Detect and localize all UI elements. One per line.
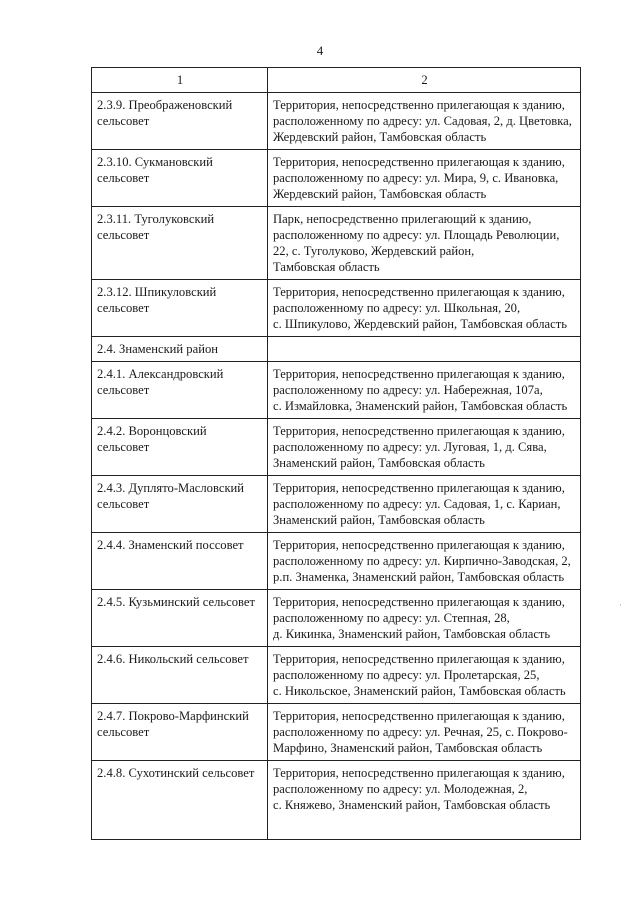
settlement-name: 2.3.12. Шпикуловский сельсовет <box>97 285 217 315</box>
column-header-1: 1 <box>92 68 268 93</box>
location-description-cell <box>268 362 581 419</box>
table-row <box>92 362 581 419</box>
table-row <box>92 419 581 476</box>
settlement-name: 2.4.1. Александровский сельсовет <box>97 367 224 397</box>
table-row <box>92 150 581 207</box>
settlement-name-cell <box>92 647 268 704</box>
table-row <box>92 647 581 704</box>
location-description: Территория, непосредственно прилегающая к зданию, расположенному по адресу: ул. Школьная, 20, с. Шпикулово, Жердевский район, Тамбовская область <box>273 285 567 331</box>
location-description-cell <box>268 337 581 362</box>
location-description: Территория, непосредственно прилегающая к зданию, расположенному по адресу: ул. Молодежная, 2, с. Княжево, Знаменский район, Тамбовская область <box>273 766 565 812</box>
location-description-cell <box>268 419 581 476</box>
table-row <box>92 704 581 761</box>
settlement-name: 2.4.5. Кузьминский сельсовет <box>97 595 255 609</box>
location-description: Территория, непосредственно прилегающая к зданию, расположенному по адресу: ул. Луговая, 1, д. Сява, Знаменский район, Тамбовская область <box>273 424 565 470</box>
location-description-cell <box>268 647 581 704</box>
settlement-name: 2.4.7. Покрово-Марфинский сельсовет <box>97 709 249 739</box>
page-number: 4 <box>316 43 324 58</box>
location-description: Территория, непосредственно прилегающая к зданию, расположенному по адресу: ул. Речная, 25, с. Покрово- Марфино, Знаменский район, Тамбовская область <box>273 709 568 755</box>
table-row <box>92 337 581 362</box>
settlement-name-cell <box>92 533 268 590</box>
settlement-name: 2.3.9. Преображеновский сельсовет <box>97 98 233 128</box>
settlement-name: 2.3.10. Сукмановский сельсовет <box>97 155 213 185</box>
location-description-cell <box>268 150 581 207</box>
table-row <box>92 93 581 150</box>
settlement-name-cell <box>92 704 268 761</box>
location-description: Территория, непосредственно прилегающая к зданию, расположенному по адресу: ул. Степная, 28, д. Кикинка, Знаменский район, Тамбовская область <box>273 595 565 641</box>
location-description-cell <box>268 533 581 590</box>
settlement-name-cell <box>92 362 268 419</box>
settlement-name-cell <box>92 150 268 207</box>
table-body <box>92 68 581 840</box>
location-description: Территория, непосредственно прилегающая к зданию, расположенному по адресу: ул. Садовая, 1, с. Кариан, Знаменский район, Тамбовская область <box>273 481 565 527</box>
location-description-cell <box>268 280 581 337</box>
location-description: Территория, непосредственно прилегающая к зданию, расположенному по адресу: ул. Мира, 9, с. Ивановка, Жердевский район, Тамбовская область <box>273 155 565 201</box>
settlement-name-cell <box>92 93 268 150</box>
settlement-name: 2.4.2. Воронцовский сельсовет <box>97 424 207 454</box>
table-row <box>92 533 581 590</box>
settlement-name: 2.4.8. Сухотинский сельсовет <box>97 766 255 780</box>
settlement-name: 2.4.4. Знаменский поссовет <box>97 538 244 552</box>
location-description-cell <box>268 590 581 647</box>
settlement-name-cell <box>92 761 268 840</box>
location-description-cell <box>268 704 581 761</box>
settlement-name: 2.4. Знаменский район <box>97 342 218 356</box>
table-header-row <box>92 68 581 93</box>
location-description-cell <box>268 761 581 840</box>
scan-mark: · <box>619 600 622 610</box>
settlement-name-cell <box>92 337 268 362</box>
settlement-name-cell <box>92 207 268 280</box>
table-row <box>92 590 581 647</box>
table-row <box>92 280 581 337</box>
location-description: Территория, непосредственно прилегающая к зданию, расположенному по адресу: ул. Садовая, 2, д. Цветовка, Жердевский район, Тамбовская область <box>273 98 572 144</box>
settlement-name: 2.3.11. Туголуковский сельсовет <box>97 212 215 242</box>
location-description: Парк, непосредственно прилегающий к зданию, расположенному по адресу: ул. Площадь Революции, 22, с. Туголуково, Жердевский район, Тамбовская область <box>273 212 560 274</box>
settlement-name-cell <box>92 280 268 337</box>
document-table <box>91 67 581 840</box>
table-row <box>92 476 581 533</box>
location-description-cell <box>268 207 581 280</box>
location-description: Территория, непосредственно прилегающая к зданию, расположенному по адресу: ул. Набережная, 107а, с. Измайловка, Знаменский район, Тамбовская область <box>273 367 568 413</box>
location-description: Территория, непосредственно прилегающая к зданию, расположенному по адресу: ул. Кирпично-Заводская, 2, р.п. Знаменка, Знаменский район, Тамбовская область <box>273 538 571 584</box>
location-description-cell <box>268 93 581 150</box>
location-description-cell <box>268 476 581 533</box>
location-description: Территория, непосредственно прилегающая к зданию, расположенному по адресу: ул. Пролетарская, 25, с. Никольское, Знаменский район, Тамбовская область <box>273 652 566 698</box>
settlement-name-cell <box>92 476 268 533</box>
table-row <box>92 761 581 840</box>
settlement-name-cell <box>92 419 268 476</box>
column-header-2: 2 <box>268 68 581 93</box>
settlement-name: 2.4.6. Никольский сельсовет <box>97 652 249 666</box>
table-row <box>92 207 581 280</box>
settlement-name-cell <box>92 590 268 647</box>
settlement-name: 2.4.3. Дуплято-Масловский сельсовет <box>97 481 245 511</box>
